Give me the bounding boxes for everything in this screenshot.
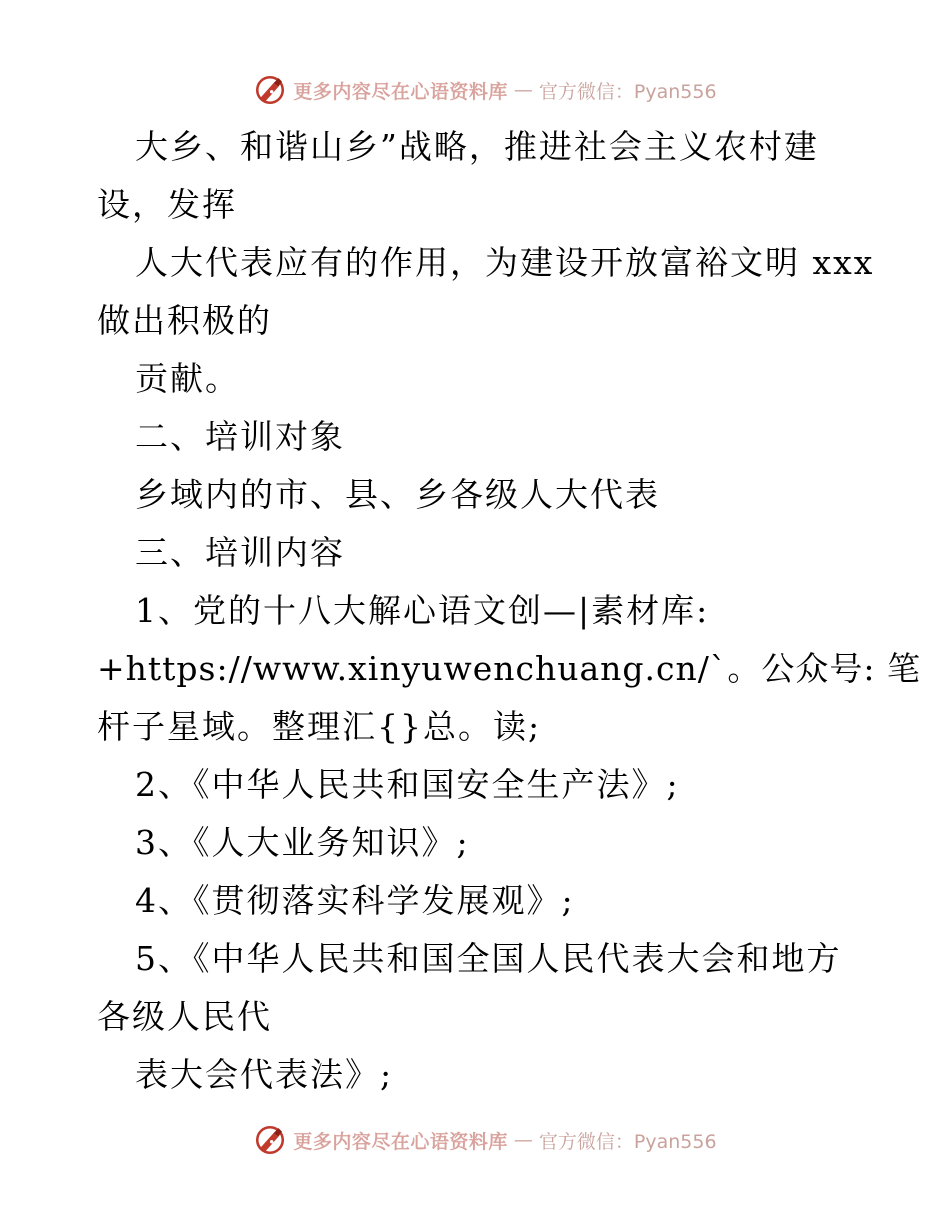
paragraph-line: 各级人民代 [97,997,272,1036]
pen-nib-logo-icon [253,1123,287,1157]
pen-nib-logo-icon [253,73,287,107]
paragraph-line: 乡域内的市、县、乡各级人大代表 [135,475,660,514]
paragraph-line: +https://www.xinyuwenchuang.cn/`。公众号: 笔 [97,649,921,688]
list-item: 1、党的十八大解心语文创—|素材库: [135,591,710,630]
section-heading-training-target: 二、培训对象 [135,417,345,456]
document-body [97,118,921,1104]
list-item: 4、《贯彻落实科学发展观》; [135,881,575,920]
watermark-wechat: 官方微信：Pyan556 [538,80,717,103]
footer-watermark-banner [0,1120,950,1160]
watermark-group [253,73,716,107]
paragraph-line: 大乡、和谐山乡”战略，推进社会主义农村建 [135,127,819,166]
watermark-separator: — [513,1129,533,1151]
section-heading-training-content: 三、培训内容 [135,533,345,572]
paragraph-line: 杆子星域。整理汇{}总。读; [97,707,542,746]
list-item: 5、《中华人民共和国全国人民代表大会和地方 [135,939,842,978]
watermark-text: 更多内容尽在心语资料库 [293,80,508,103]
header-watermark-banner [0,70,950,110]
list-item: 3、《人大业务知识》; [135,823,470,862]
watermark-text: 更多内容尽在心语资料库 [293,1130,508,1153]
paragraph-line: 做出积极的 [97,301,272,340]
watermark-separator: — [513,79,533,101]
paragraph-line: 设，发挥 [97,185,237,224]
watermark-wechat: 官方微信：Pyan556 [538,1130,717,1153]
watermark-group [253,1123,716,1157]
paragraph-line: 表大会代表法》; [135,1055,394,1094]
paragraph-line: 人大代表应有的作用，为建设开放富裕文明 xxx [135,243,875,282]
list-item: 2、《中华人民共和国安全生产法》; [135,765,680,804]
paragraph-line: 贡献。 [135,359,240,398]
